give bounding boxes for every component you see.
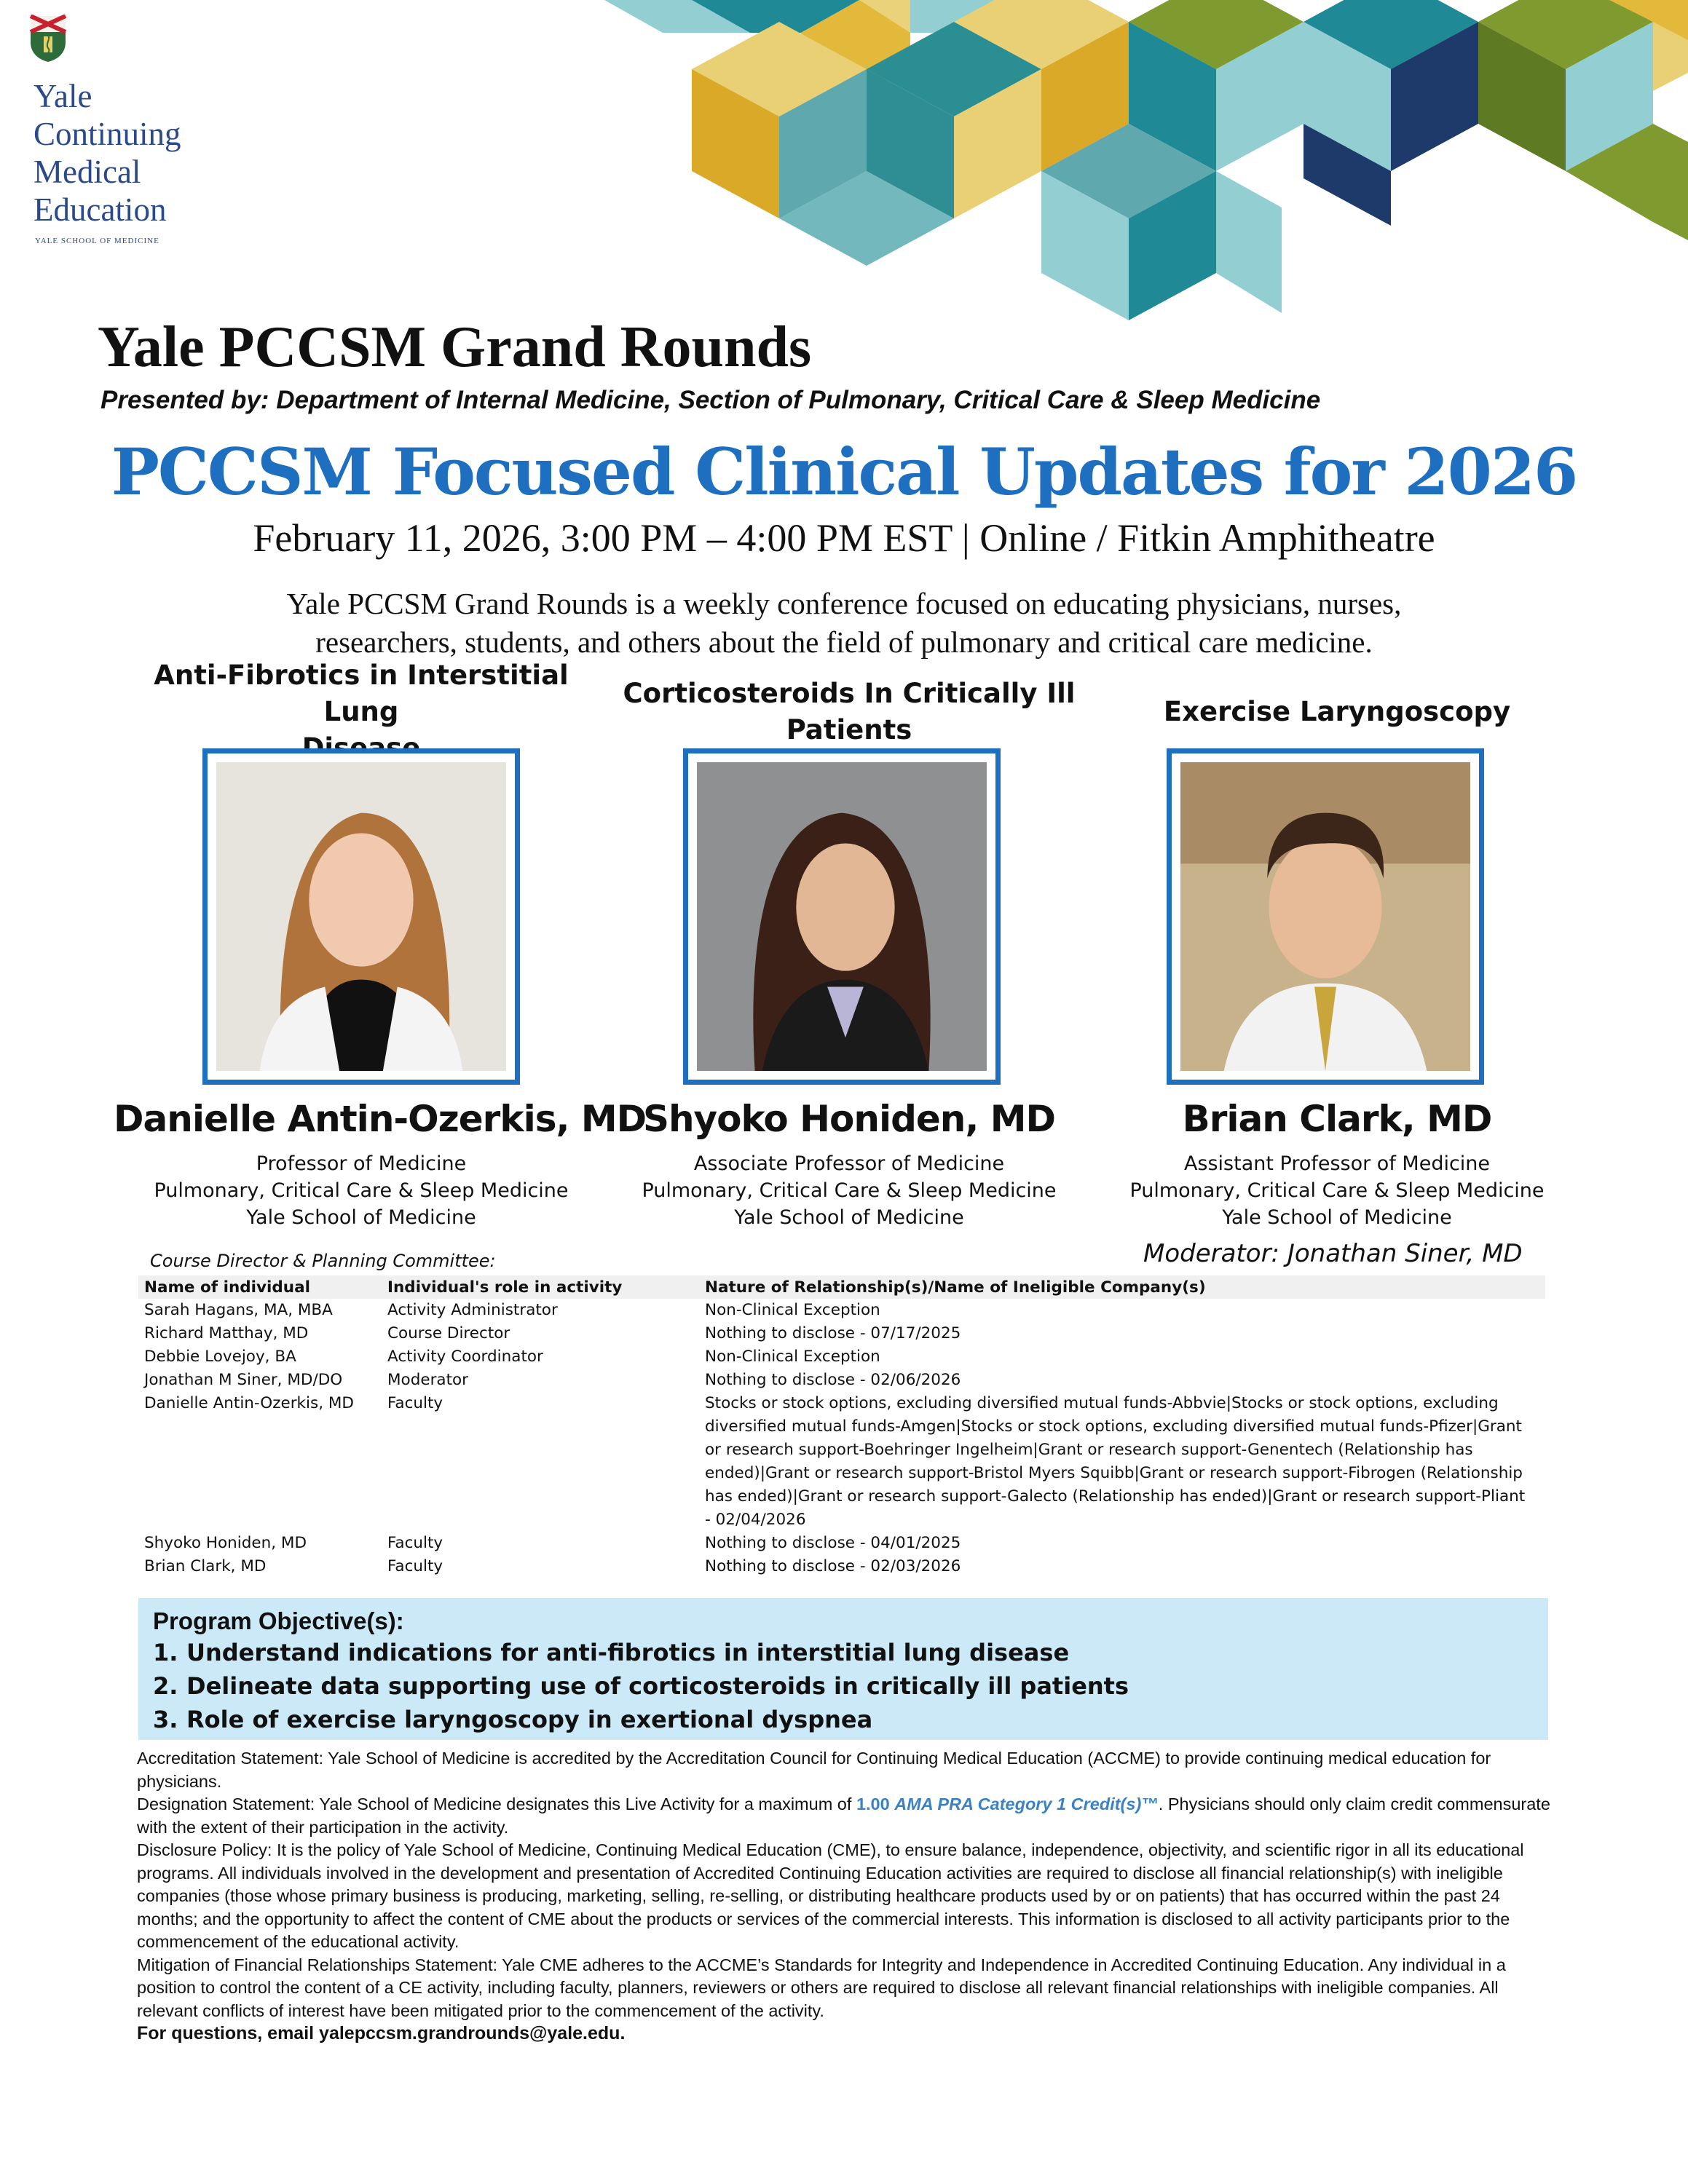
page-title: Yale PCCSM Grand Rounds xyxy=(98,315,812,379)
objective-item: 1. Understand indications for anti-fibrotics in interstitial lung disease xyxy=(153,1639,1070,1666)
talk-title-3: Exercise Laryngoscopy xyxy=(1163,696,1511,727)
fine-print xyxy=(137,1747,1557,2046)
table-header: Name of individual Individual's role in activity Nature of Relationship(s)/Name of Ineligible Company(s) xyxy=(138,1275,1545,1299)
speaker-details-2: Associate Professor of Medicine Pulmonary, Critical Care & Sleep Medicine Yale School of Medicine xyxy=(642,1152,1057,1229)
talk-title-1: Anti-Fibrotics in Interstitial Lung xyxy=(154,660,569,727)
contact-email: For questions, email yalepccsm.grandrounds@yale.edu. xyxy=(137,2023,626,2043)
objective-item: 2. Delineate data supporting use of corticosteroids in critically ill patients xyxy=(153,1672,1129,1700)
speaker-photo-3 xyxy=(1167,748,1484,1085)
speaker-photo-1 xyxy=(202,748,520,1085)
speaker-details-1: Professor of Medicine Pulmonary, Critical Care & Sleep Medicine Yale School of Medicine xyxy=(154,1152,569,1229)
portrait-image xyxy=(697,762,987,1071)
portrait-image xyxy=(216,762,506,1071)
talk-title-2: Corticosteroids In Critically Ill Patients xyxy=(623,678,1076,745)
disclosure-table xyxy=(138,1275,1545,1578)
table-row: Danielle Antin-Ozerkis, MD Faculty Stocks or stock options, excluding diversified mutual funds-Abbvie|Stocks or stock options, excluding diversified mutual funds-Amgen|Stocks or stock options, excluding diversified mutual funds-Pfizer|Grant or research support-Boehringer Ingelheim|Grant or research support-Genentech (Relationship has ended)|Grant or research support-Bristol Myers Squibb|Grant or research support-Fibrogen (Relationship has ended)|Grant or research support-Galecto (Relationship has ended)|Grant or research support-Pliant - 02/04/2026 xyxy=(144,1394,1526,1529)
disclosure-policy: Disclosure Policy: It is the policy of Yale School of Medicine, Continuing Medical Education (CME), to ensure balance, independence, objectivity, and scientific rigor in all its educational programs. All individuals involved in the development and presentation of Accredited Continuing Education activities are required to disclose all financial relationship(s) with ineligible companies (those whose primary business is producing, marketing, selling, re-selling, or distributing healthcare products used by or on patients) that has occurred within the past 24 months; and the opportunity to affect the content of CME about the products or services of the commercial interests. This information is disclosed to all activity participants prior to the commencement of the educational activity. xyxy=(137,1840,1524,1951)
speaker-name-2: Shyoko Honiden, MD xyxy=(642,1098,1056,1140)
portrait-image xyxy=(1180,762,1470,1071)
event-dateline: February 11, 2026, 3:00 PM – 4:00 PM EST | Online / Fitkin Amphitheatre xyxy=(253,516,1435,560)
accreditation-statement: Accreditation Statement: Yale School of Medicine is accredited by the Accreditation Council for Continuing Medical Education (ACCME) to provide continuing medical education for physicians. xyxy=(137,1749,1491,1791)
table-row: Shyoko Honiden, MD Faculty Nothing to disclose - 04/01/2025 xyxy=(144,1534,961,1552)
logo-subtitle: YALE SCHOOL OF MEDICINE xyxy=(35,237,159,245)
speaker-name-1: Danielle Antin-Ozerkis, MD xyxy=(114,1098,647,1140)
speaker-photo-2 xyxy=(683,748,1001,1085)
yale-shield-icon xyxy=(29,15,67,63)
table-row: Brian Clark, MD Faculty Nothing to disclose - 02/03/2026 xyxy=(144,1557,961,1575)
presented-by: Presented by: Department of Internal Medicine, Section of Pulmonary, Critical Care & Sleep Medicine xyxy=(100,386,1321,414)
speaker-name-3: Brian Clark, MD xyxy=(1182,1098,1492,1140)
logo-wordmark: Yale Continuing Medical Education xyxy=(33,78,181,228)
course-director-label: Course Director & Planning Committee: xyxy=(150,1251,496,1271)
objectives-title: Program Objective(s): xyxy=(153,1607,404,1634)
table-row: Sarah Hagans, MA, MBA Activity Administrator Non-Clinical Exception xyxy=(144,1301,880,1319)
table-row: Jonathan M Siner, MD/DO Moderator Nothing to disclose - 02/06/2026 xyxy=(144,1371,961,1389)
table-row: Richard Matthay, MD Course Director Nothing to disclose - 07/17/2025 xyxy=(144,1324,961,1342)
event-intro: Yale PCCSM Grand Rounds is a weekly conference focused on educating physicians, nurses, researchers, students, and others about the field of pulmonary and critical care medicine. xyxy=(286,587,1402,659)
speaker-details-3: Assistant Professor of Medicine Pulmonary, Critical Care & Sleep Medicine Yale School of Medicine xyxy=(1129,1152,1545,1229)
table-row: Debbie Lovejoy, BA Activity Coordinator Non-Clinical Exception xyxy=(144,1348,880,1366)
program-objectives xyxy=(138,1598,1548,1740)
designation-statement: Designation Statement: Yale School of Medicine designates this Live Activity for a maximum of 1.00 AMA PRA Category 1 Credit(s)™. Physicians should only claim credit commensurate with the extent of their participation in the activity. xyxy=(137,1795,1550,1837)
event-headline: PCCSM Focused Clinical Updates for 2026 xyxy=(111,434,1577,510)
mitigation-statement: Mitigation of Financial Relationships Statement: Yale CME adheres to the ACCME’s Standards for Integrity and Independence in Accredited Continuing Education. Any individual in a position to control the content of a CE activity, including faculty, planners, reviewers or others are required to disclose all relevant financial relationships with ineligible companies. All relevant conflicts of interest have been mitigated prior to the commencement of the activity. xyxy=(137,1955,1506,2020)
objective-item: 3. Role of exercise laryngoscopy in exertional dyspnea xyxy=(153,1706,873,1733)
moderator-label: Moderator: Jonathan Siner, MD xyxy=(1143,1239,1523,1268)
